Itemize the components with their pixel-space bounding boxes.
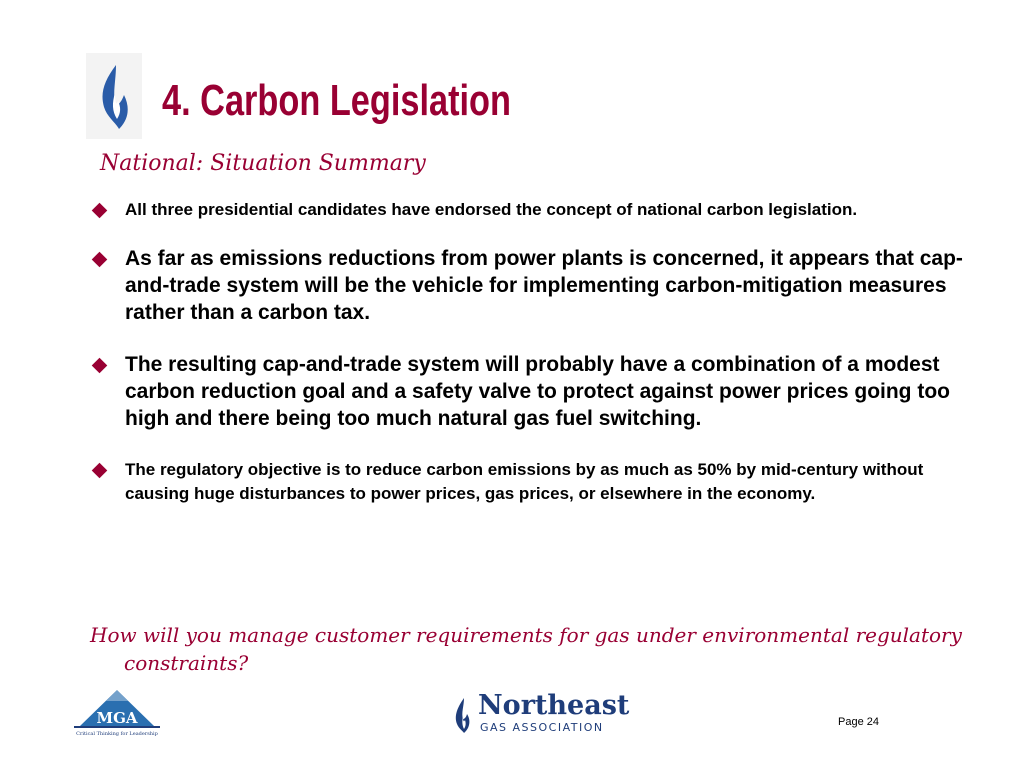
nga-flame-icon [452, 696, 474, 734]
mga-tagline: Critical Thinking for Leadership [76, 731, 158, 737]
mga-initials: MGA [96, 709, 138, 727]
bullet-text: All three presidential candidates have endorsed the concept of national carbon legislation. [125, 200, 858, 219]
bullet-item [90, 245, 990, 326]
bullet-text: The resulting cap-and-trade system will probably have a combination of a modest carbon reduction goal and a safety valve to protect against power prices going too high and there being too much natural gas fuel switching. [125, 353, 950, 430]
bullet-item [90, 198, 990, 222]
bullet-item [90, 458, 990, 506]
page-number: Page 24 [838, 716, 879, 728]
slide-title: 4. Carbon Legislation [162, 76, 511, 125]
mga-logo [68, 688, 166, 738]
diamond-bullet-icon [92, 358, 108, 374]
flame-logo-icon [86, 53, 142, 139]
nga-subtitle: GAS ASSOCIATION [480, 721, 604, 734]
bullet-text: As far as emissions reductions from power plants is concerned, it appears that cap-and-trade system will be the vehicle for implementing carbon-mitigation measures rather than a carbon tax. [125, 247, 963, 324]
nga-logo [452, 690, 630, 738]
bullet-item [90, 351, 990, 432]
bullet-list [90, 198, 990, 506]
closing-question: How will you manage customer requirements for gas under environmental regulatory constraints? [90, 623, 962, 675]
diamond-bullet-icon [92, 463, 108, 479]
slide-subtitle: National: Situation Summary [100, 151, 426, 176]
diamond-bullet-icon [92, 203, 108, 219]
nga-name: Northeast [478, 690, 630, 721]
bullet-text: The regulatory objective is to reduce carbon emissions by as much as 50% by mid-century without causing huge disturbances to power prices, gas prices, or elsewhere in the economy. [125, 460, 924, 503]
diamond-bullet-icon [92, 252, 108, 268]
